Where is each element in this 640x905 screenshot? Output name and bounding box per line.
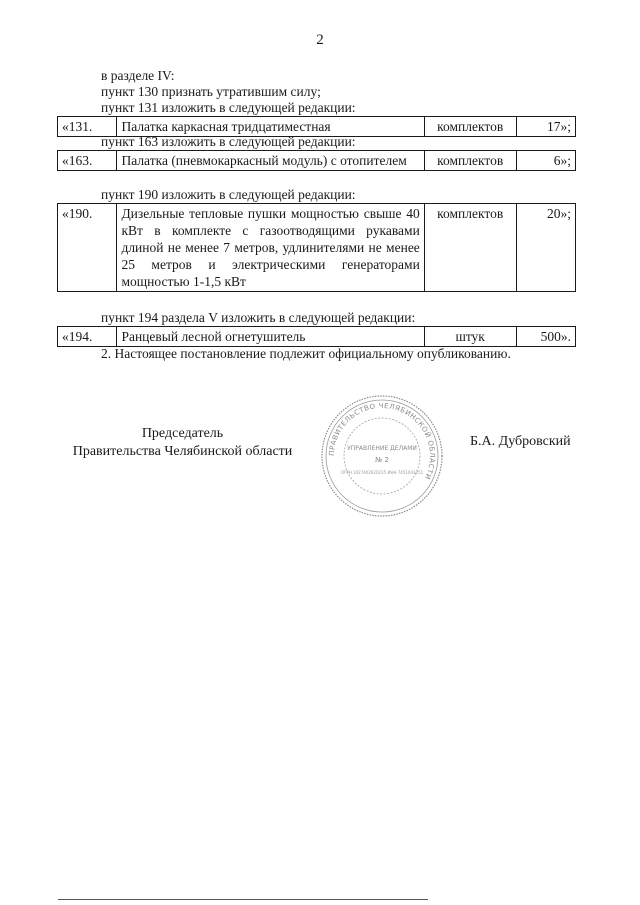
intro-item-190: пункт 190 изложить в следующей редакции:: [101, 187, 356, 202]
item-name: Ранцевый лесной огнетушитель: [117, 327, 424, 347]
signatory-name: Б.А. Дубровский: [470, 434, 571, 449]
item-unit: штук: [424, 327, 516, 347]
item-quantity: 20»;: [516, 204, 575, 292]
table-item-190: [57, 203, 576, 292]
item-name: Палатка (пневмокаркасный модуль) с отопителем: [117, 151, 424, 171]
official-seal: [318, 392, 446, 520]
item-number: «163.: [58, 151, 117, 171]
item-quantity: 6»;: [516, 151, 575, 171]
item-number: «194.: [58, 327, 117, 347]
seal-number: № 2: [375, 456, 389, 464]
table-item-163: [57, 150, 576, 171]
item-quantity: 17»;: [516, 117, 575, 137]
item-number: «190.: [58, 204, 117, 292]
item-name: Дизельные тепловые пушки мощностью свыше 40 кВт в комплекте с газоотводящими рукавами длиной не менее 7 метров, удлинителями не менее 25 метров и электрическими генераторами мощностью 1-1,5 кВт: [117, 204, 424, 292]
intro-item-130: пункт 130 признать утратившим силу;: [101, 84, 321, 99]
intro-section-iv: в разделе IV:: [101, 68, 175, 83]
item-unit: комплектов: [424, 117, 516, 137]
intro-item-131: пункт 131 изложить в следующей редакции:: [101, 100, 356, 115]
signatory-title: [40, 425, 325, 461]
table-item-194: [57, 326, 576, 347]
signatory-title-line2: Правительства Челябинской области: [72, 444, 293, 459]
page-number: 2: [316, 32, 324, 48]
signatory-title-line1: Председатель: [141, 426, 224, 441]
intro-item-194: пункт 194 раздела V изложить в следующей редакции:: [101, 310, 416, 325]
table-row: [58, 151, 576, 171]
item-number: «131.: [58, 117, 117, 137]
seal-codes: ОГРН 1027402920225 ИНН 7451043251: [340, 470, 424, 475]
seal-inner-text: УПРАВЛЕНИЕ ДЕЛАМИ: [347, 445, 417, 452]
table-row: [58, 327, 576, 347]
item-quantity: 500».: [516, 327, 575, 347]
seal-outer-text: ПРАВИТЕЛЬСТВО ЧЕЛЯБИНСКОЙ ОБЛАСТИ: [327, 401, 437, 481]
item-unit: комплектов: [424, 204, 516, 292]
intro-item-163: пункт 163 изложить в следующей редакции:: [101, 134, 356, 149]
page-bottom-rule: [58, 899, 428, 900]
item-unit: комплектов: [424, 151, 516, 171]
item-name: Палатка каркасная тридцатиместная: [117, 117, 424, 137]
table-row: [58, 204, 576, 292]
closing-clause: 2. Настоящее постановление подлежит официальному опубликованию.: [101, 346, 511, 361]
